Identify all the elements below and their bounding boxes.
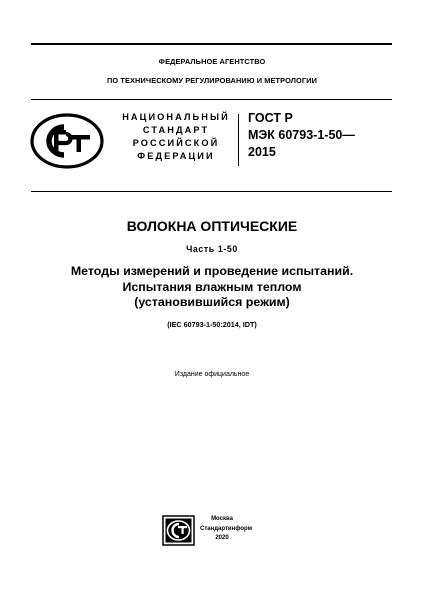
designation-line-1: ГОСТ Р — [248, 111, 293, 125]
vertical-divider — [238, 114, 239, 166]
gost-r-logo-icon — [30, 113, 104, 169]
document-subtitle — [0, 264, 424, 311]
publisher-year: 2020 — [215, 535, 229, 541]
publisher-block — [200, 515, 253, 544]
iec-reference: (IEC 60793-1-50:2014, IDT) — [167, 320, 257, 329]
edition-note: Издание официальное — [174, 371, 250, 378]
middle-rule — [31, 99, 392, 100]
standard-type-line-1: НАЦИОНАЛЬНЫЙ — [122, 112, 230, 122]
standartinform-logo-icon — [162, 515, 195, 546]
subtitle-line-3: (установившийся режим) — [134, 295, 290, 309]
publisher-name: Стандартинформ — [200, 525, 253, 532]
agency-name-line-2: ПО ТЕХНИЧЕСКОМУ РЕГУЛИРОВАНИЮ И МЕТРОЛОГИИ — [106, 76, 318, 85]
document-title: ВОЛОКНА ОПТИЧЕСКИЕ — [126, 218, 298, 234]
standard-type-line-4: ФЕДЕРАЦИИ — [137, 151, 215, 161]
standard-type-line-2: СТАНДАРТ — [142, 125, 210, 135]
subtitle-line-2: Испытания влажным теплом — [122, 279, 302, 294]
document-part: Часть 1-50 — [186, 244, 238, 254]
standard-type-line-3: РОССИЙСКОЙ — [132, 138, 220, 148]
publisher-city: Москва — [211, 516, 233, 522]
agency-name-line-1: ФЕДЕРАЛЬНОЕ АГЕНТСТВО — [158, 57, 266, 66]
top-rule — [31, 43, 392, 45]
designation-line-3: 2015 — [248, 145, 276, 159]
designation-line-2: МЭК 60793-1-50— — [248, 128, 355, 142]
bottom-rule — [31, 191, 392, 192]
subtitle-line-1: Методы измерений и проведение испытаний. — [70, 264, 354, 278]
